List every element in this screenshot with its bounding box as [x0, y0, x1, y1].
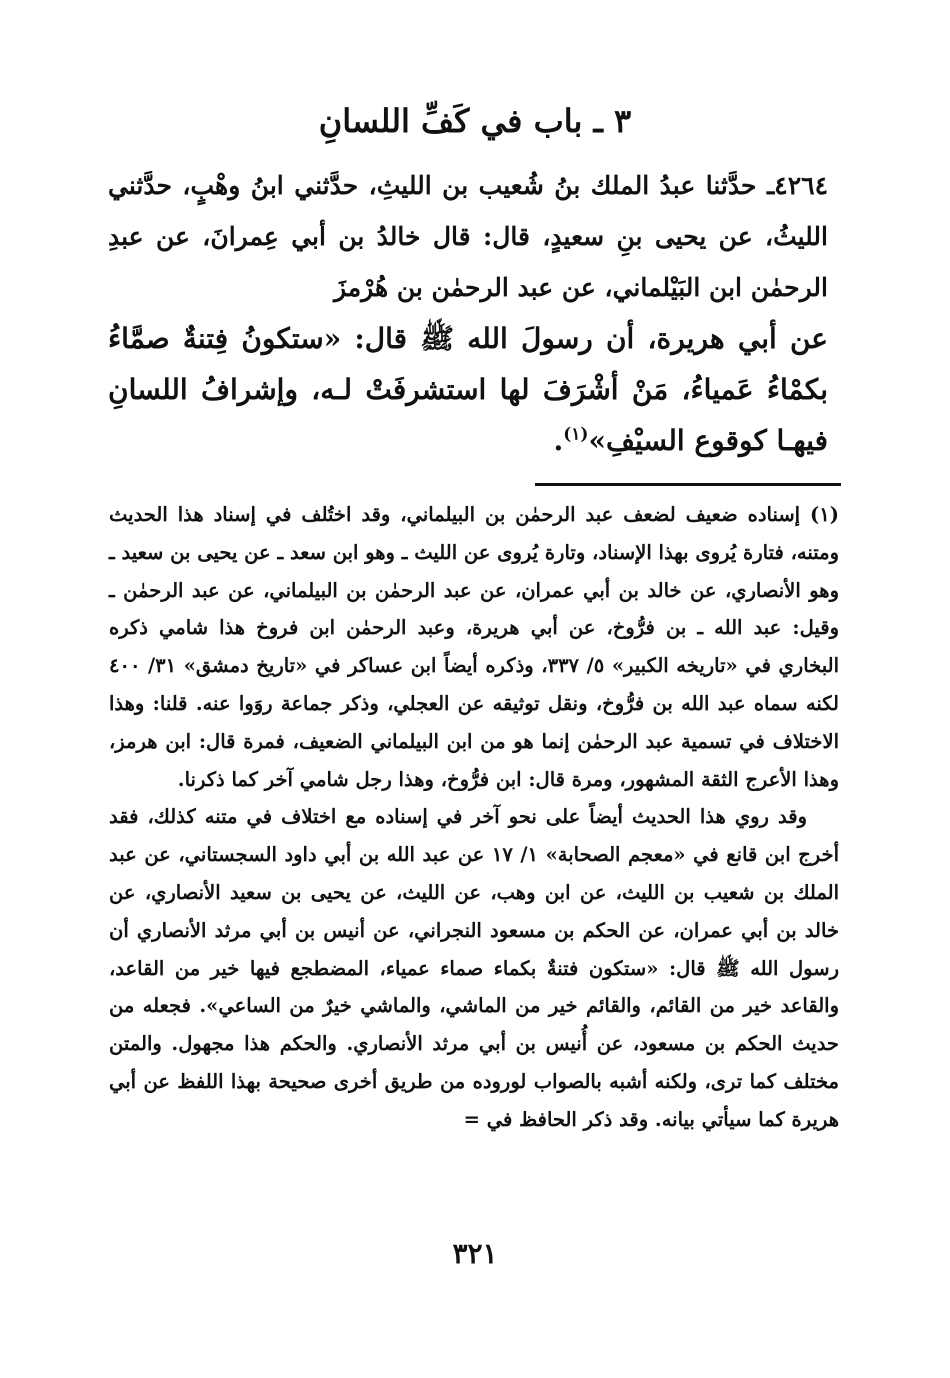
footnote-1: (١) إسناده ضعيف لضعف عبد الرحمٰن بن البيلماني، وقد اختُلف في إسناد هذا الحديث ومتنه، فتارة يُروى بهذا الإسناد، وتارة يُروى عن الليث ـ وهو ابن سعد ـ عن يحيى بن سعيد ـ وهو الأنصاري، عن خالد بن أبي عمران، عن عبد الرحمٰن بن البيلماني، عن عبد الرحمٰن ـ وقيل: عبد الله ـ بن فرُّوخ، عن أبي هريرة، وعبد الرحمٰن ابن فروخ هذا شامي ذكره البخاري في «تاريخه الكبير» ٥/ ٣٣٧، وذكره أيضاً ابن عساكر في «تاريخ دمشق» ٣١/ ٤٠٠ لكنه سماه عبد الله بن فرُّوخ، ونقل توثيقه عن العجلي، وذكر جماعة روَوا عنه. قلنا: وهذا الاختلاف في تسمية عبد الرحمٰن إنما هو من ابن البيلماني الضعيف، فمرة قال: ابن هرمز، وهذا الأعرج الثقة المشهور، ومرة قال: ابن فرُّوخ، وهذا رجل شامي آخر كما ذكرنا.	[109, 503, 839, 791]
hadith-matn: عن أبي هريرة، أن رسولَ الله ﷺ قال: «ستكونُ فِتنةٌ صمَّاءُ بكمْاءُ عَمياءُ، مَنْ أشْرَفَ لها استشرفَتْ لـه، وإشرافُ اللسانِ فيهـا كوقوع السيْفِ»$^{(١)}$.	[108, 322, 828, 457]
footnote-marker: (١)	[563, 424, 589, 445]
chapter-title: ٣ ـ باب في كَفِّ اللسانِ	[318, 102, 632, 140]
footnote-divider	[535, 483, 841, 486]
hadith-matn-text: عن أبي هريرة، أن رسولَ الله ﷺ قال: «ستكونُ فِتنةٌ صمَّاءُ بكمْاءُ عَمياءُ، مَنْ أشْرَفَ لها استشرفَتْ لـه، وإشرافُ اللسانِ فيهـا كوقوع السيْفِ»	[108, 322, 828, 457]
page-number: ٣٢١	[452, 1237, 498, 1270]
footnote-1-continuation: وقد روي هذا الحديث أيضاً على نحو آخر في إسناده مع اختلاف في متنه كذلك، فقد أخرج ابن قانع في «معجم الصحابة» ١/ ١٧ عن عبد الله بن أبي داود السجستاني، عن عبد الملك بن شعيب بن الليث، عن ابن وهب، عن الليث، عن يحيى بن سعيد الأنصاري، عن خالد بن أبي عمران، عن الحكم بن مسعود النجراني، عن أنيس بن أبي مرثد الأنصاري أن رسول الله ﷺ قال: «ستكون فتنةٌ بكماء صماء عمياء، المضطجع فيها خير من القاعد، والقاعد خير من القائم، والقائم خير من الماشي، والماشي خيرٌ من الساعي». فجعله من حديث الحكم بن مسعود، عن أُنيس بن أبي مرثد الأنصاري. والحكم هذا مجهول. والمتن مختلف كما ترى، ولكنه أشبه بالصواب لوروده من طريق أخرى صحيحة بهذا اللفظ عن أبي هريرة كما سيأتي بيانه. وقد ذكر الحافظ في =	[109, 805, 839, 1131]
footnotes-section	[109, 496, 839, 1139]
hadith-isnad: ٤٢٦٤ـ حدَّثنا عبدُ الملك بنُ شُعيب بن الليثِ، حدَّثني ابنُ وهْبٍ، حدَّثني الليثُ، عن يحيى بنِ سعيدٍ، قال: قال خالدُ بن أبي عِمرانَ، عن عبدِ الرحمٰن ابن البَيْلماني، عن عبد الرحمٰن بن هُرْمزَ	[108, 171, 828, 302]
